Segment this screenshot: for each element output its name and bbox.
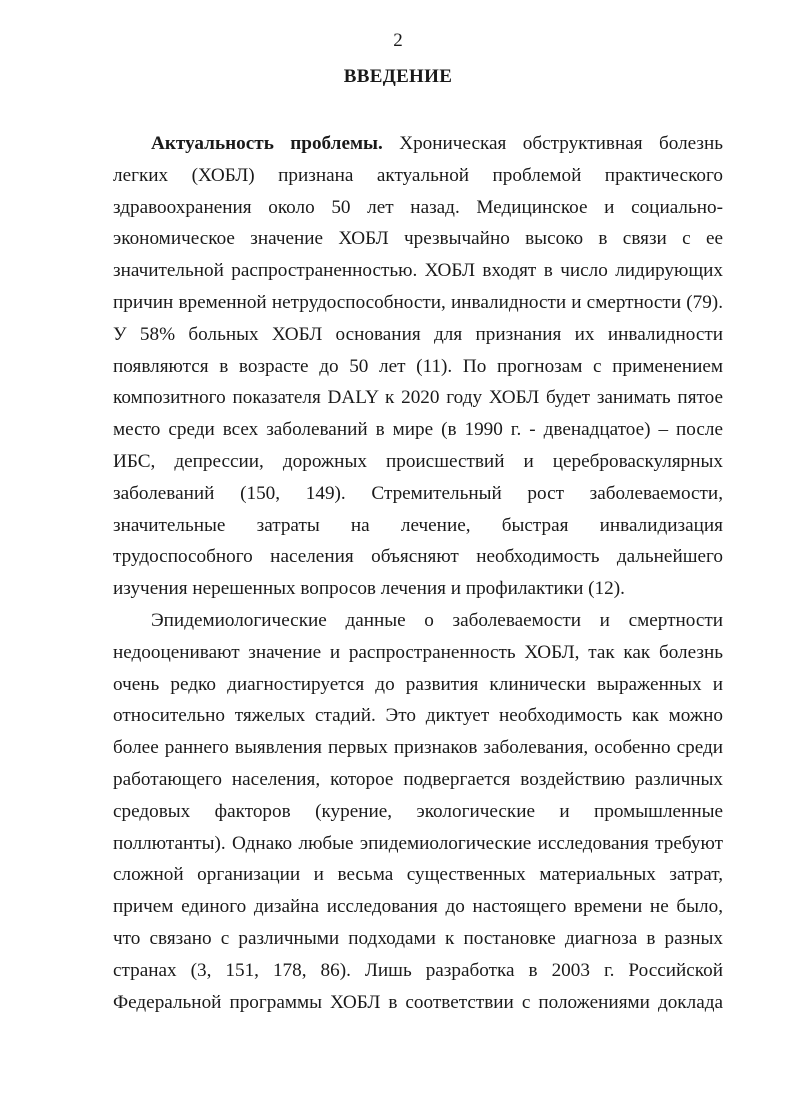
paragraph-2 — [113, 605, 723, 1018]
paragraph-1 — [113, 128, 723, 605]
text-line: легких (ХОБЛ) признана актуальной проблемой практического — [113, 164, 723, 186]
text-line: Эпидемиологические данные о заболеваемости и смертности — [151, 609, 723, 631]
section-title: ВВЕДЕНИЕ — [343, 66, 453, 87]
text-line: относительно тяжелых стадий. Это диктует необходимость как можно — [113, 705, 723, 727]
text-line: значительной распространенностью. ХОБЛ входят в число лидирующих — [113, 260, 723, 282]
text-line: заболеваний (150, 149). Стремительный рост заболеваемости, — [113, 482, 723, 504]
text-line: работающего населения, которое подвергается воздействию различных — [113, 768, 723, 790]
text-line: композитного показателя DALY к 2020 году ХОБЛ будет занимать пятое — [113, 387, 723, 409]
page-number: 2 — [393, 30, 403, 51]
text-line: появляются в возрасте до 50 лет (11). По прогнозам с применением — [113, 355, 723, 377]
text-line: очень редко диагностируется до развития клинически выраженных и — [113, 673, 723, 695]
text-line: значительные затраты на лечение, быстрая инвалидизация — [113, 514, 723, 536]
text-line: более раннего выявления первых признаков заболевания, особенно среди — [113, 737, 723, 759]
text-line: причин временной нетрудоспособности, инвалидности и смертности (79). — [113, 291, 723, 313]
text-line: средовых факторов (курение, экологические и промышленные — [113, 800, 723, 822]
text-line: ИБС, депрессии, дорожных происшествий и цереброваскулярных — [113, 450, 723, 472]
text-line: причем единого дизайна исследования до настоящего времени не было, — [113, 896, 723, 918]
text-line: недооценивают значение и распространенность ХОБЛ, так как болезнь — [113, 641, 723, 663]
paragraph-lead: Актуальность проблемы. — [151, 133, 383, 154]
text-line: экономическое значение ХОБЛ чрезвычайно высоко в связи с ее — [113, 228, 723, 250]
text-line: сложной организации и весьма существенных материальных затрат, — [113, 864, 723, 886]
text-line: место среди всех заболеваний в мире (в 1990 г. - двенадцатое) – после — [113, 419, 723, 441]
text-line: Федеральной программы ХОБЛ в соответствии с положениями доклада — [113, 991, 723, 1013]
text-line: что связано с различными подходами к постановке диагноза в разных — [113, 927, 723, 949]
text-line: изучения нерешенных вопросов лечения и профилактики (12). — [113, 578, 625, 600]
text-line: странах (3, 151, 178, 86). Лишь разработка в 2003 г. Российской — [113, 959, 723, 981]
text-line: Актуальность проблемы. Хроническая обструктивная болезнь — [151, 133, 723, 154]
text-line: У 58% больных ХОБЛ основания для признания их инвалидности — [113, 323, 723, 345]
text-line: поллютанты). Однако любые эпидемиологические исследования требуют — [113, 832, 723, 854]
text-line: здравоохранения около 50 лет назад. Медицинское и социально- — [113, 196, 723, 218]
body-text — [113, 128, 723, 1018]
text-line: трудоспособного населения объясняют необходимость дальнейшего — [113, 546, 723, 568]
